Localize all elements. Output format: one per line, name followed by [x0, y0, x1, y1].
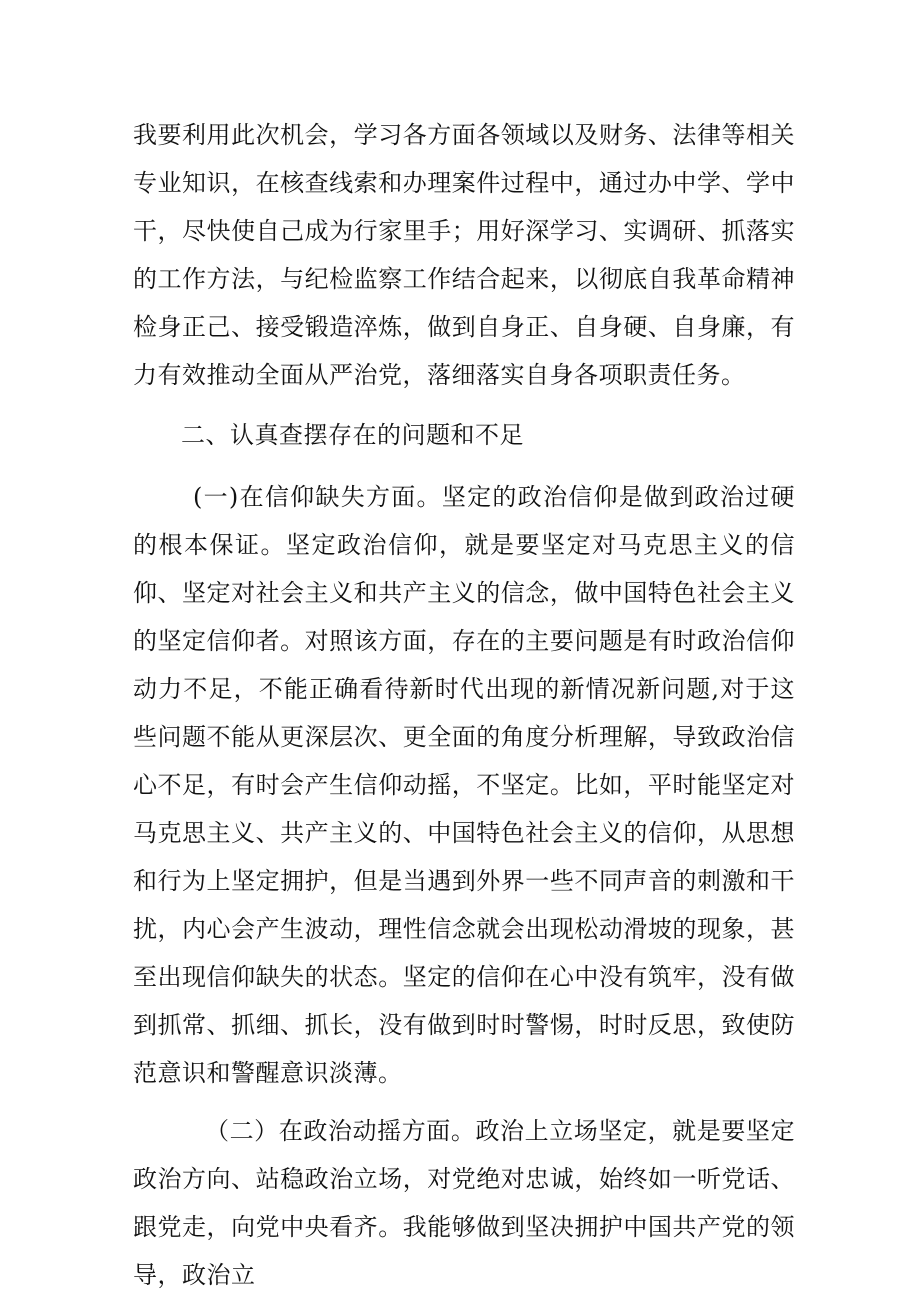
- paragraph-political-wavering: （二）在政治动摇方面。政治上立场坚定，就是要坚定政治方向、站稳政治立场，对党绝对忠诚，始终如一听党话、跟党走，向党中央看齐。我能够做到坚决拥护中国共产党的领导，政治立: [133, 1117, 795, 1289]
- paragraph-professional-learning: 我要利用此次机会，学习各方面各领域以及财务、法律等相关专业知识，在核查线索和办理案件过程中，通过办中学、学中干，尽快使自己成为行家里手；用好深学习、实调研、抓落实的工作方法，与纪检监察工作结合起来，以彻底自我革命精神检身正己、接受锻造淬炼，做到自身正、自身硬、自身廉，有力有效推动全面从严治党，落细落实自身各项职责任务。: [133, 121, 795, 389]
- paragraph-belief-deficiency: (一)在信仰缺失方面。坚定的政治信仰是做到政治过硬的根本保证。坚定政治信仰，就是要坚定对马克思主义的信仰、坚定对社会主义和共产主义的信念，做中国特色社会主义的坚定信仰者。对照该方面，存在的主要问题是有时政治信仰动力不足，不能正确看待新时代出现的新情况新问题,对于这些问题不能从更深层次、更全面的角度分析理解，导致政治信心不足，有时会产生信仰动摇，不坚定。比如，平时能坚定对马克思主义、共产主义的、中国特色社会主义的信仰，从思想和行为上坚定拥护，但是当遇到外界一些不同声音的刺激和干扰，内心会产生波动，理性信念就会出现松动滑坡的现象，甚至出现信仰缺失的状态。坚定的信仰在心中没有筑牢，没有做到抓常、抓细、抓长，没有做到时时警惕，时时反思，致使防范意识和警醒意识淡薄。: [133, 483, 795, 1087]
- document-body: [133, 111, 795, 1299]
- section-heading-problems: 二、认真查摆存在的问题和不足: [181, 421, 524, 449]
